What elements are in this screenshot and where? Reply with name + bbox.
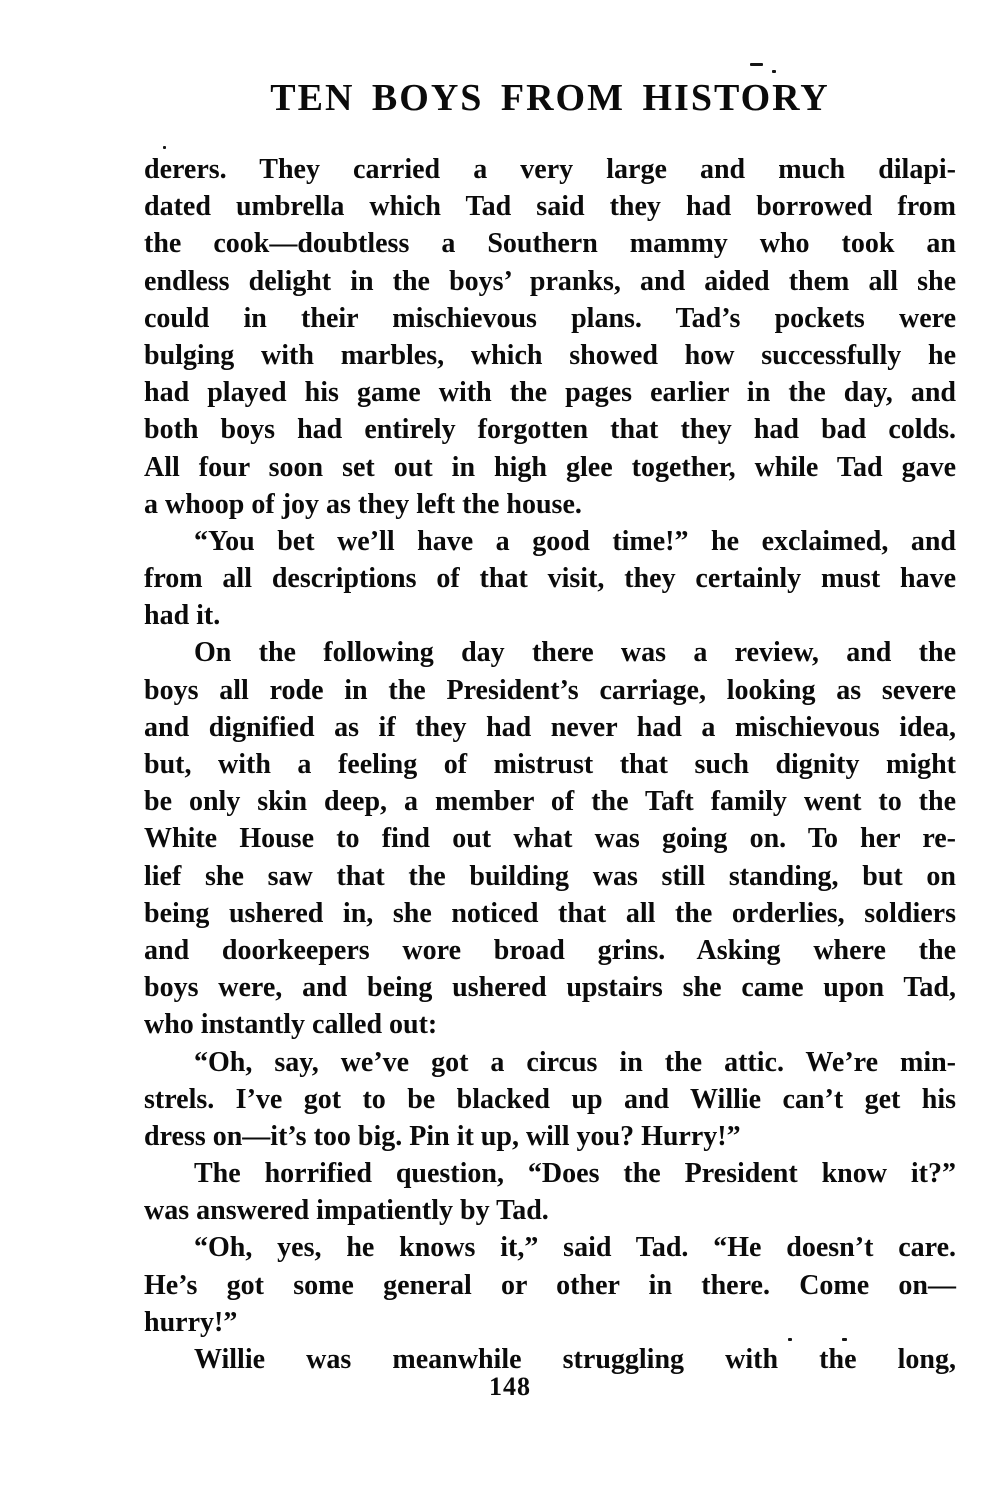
text-line: had played his game with the pages earlier in the day, and (144, 377, 956, 409)
text-line: strels. I’ve got to be blacked up and Willie can’t get his (144, 1083, 956, 1115)
scan-speck (772, 70, 776, 73)
text-line: Willie was meanwhile struggling with the long, (194, 1344, 956, 1375)
text-line: a whoop of joy as they left the house. (144, 488, 582, 520)
text-line: On the following day there was a review, and the (194, 637, 956, 669)
text-line: the cook—doubtless a Southern mammy who took an (144, 228, 956, 260)
text-line: “You bet we’ll have a good time!” he exclaimed, and (194, 525, 956, 557)
text-line: derers. They carried a very large and much dilapi- (144, 154, 956, 185)
text-line: hurry!” (144, 1306, 238, 1338)
scan-speck (750, 63, 763, 66)
text-line: He’s got some general or other in there. Come on— (144, 1269, 956, 1301)
text-line: being ushered in, she noticed that all the orderlies, soldiers (144, 897, 956, 929)
text-line: and dignified as if they had never had a mischievous idea, (144, 711, 956, 743)
text-line: boys were, and being ushered upstairs she came upon Tad, (144, 972, 956, 1004)
text-line: be only skin deep, a member of the Taft family went to the (144, 786, 956, 818)
text-line: lief she saw that the building was still standing, but on (144, 860, 956, 892)
text-line: endless delight in the boys’ pranks, and aided them all she (144, 265, 956, 297)
text-line: and doorkeepers wore broad grins. Asking where the (144, 934, 956, 966)
scan-speck (788, 1338, 792, 1341)
text-line: “Oh, yes, he knows it,” said Tad. “He doesn’t care. (194, 1232, 956, 1264)
text-line: dress on—it’s too big. Pin it up, will you? Hurry!” (144, 1120, 741, 1152)
text-line: All four soon set out in high glee together, while Tad gave (144, 451, 956, 483)
text-line: boys all rode in the President’s carriage, looking as severe (144, 674, 956, 706)
text-line: who instantly called out: (144, 1009, 438, 1041)
text-line: could in their mischievous plans. Tad’s pockets were (144, 302, 956, 334)
text-line: but, with a feeling of mistrust that such dignity might (144, 749, 956, 780)
page-number: 148 (489, 1372, 531, 1401)
scan-speck (163, 146, 166, 149)
text-line: both boys had entirely forgotten that they had bad colds. (144, 414, 956, 446)
text-line: dated umbrella which Tad said they had borrowed from (144, 191, 956, 223)
text-line: was answered impatiently by Tad. (144, 1195, 549, 1227)
text-line: The horrified question, “Does the President know it?” (194, 1158, 956, 1190)
text-block (144, 151, 956, 1378)
running-head: TEN BOYS FROM HISTORY (270, 77, 830, 119)
text-line: had it. (144, 600, 221, 632)
text-line: “Oh, say, we’ve got a circus in the attic. We’re min- (194, 1046, 956, 1078)
text-line: from all descriptions of that visit, they certainly must have (144, 563, 956, 595)
text-line: White House to find out what was going on. To her re- (144, 823, 956, 855)
scan-speck (842, 1338, 847, 1341)
text-line: bulging with marbles, which showed how successfully he (144, 339, 956, 371)
